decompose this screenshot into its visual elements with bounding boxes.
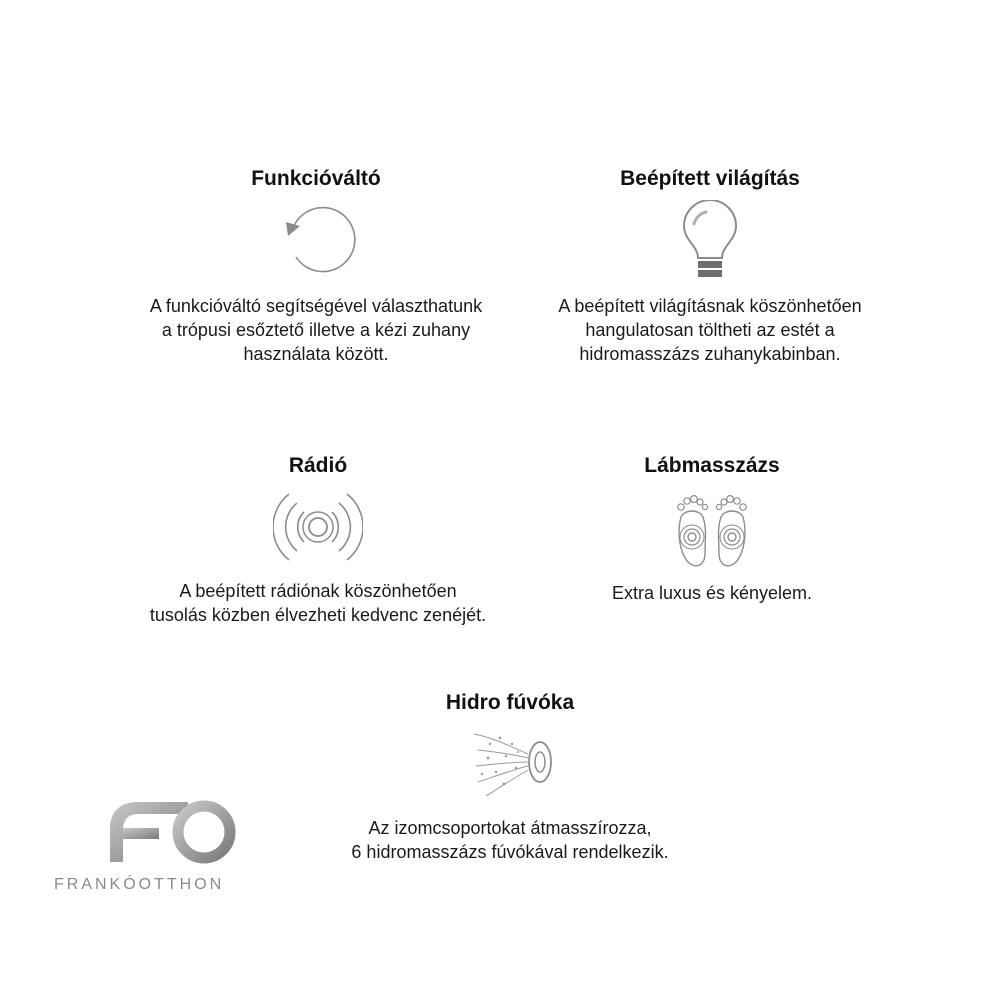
- description-line: használata között.: [243, 344, 389, 364]
- description-line: hangulatosan töltheti az estét a: [585, 320, 835, 340]
- frankootthon-logo: [54, 798, 254, 898]
- feature-radio: [98, 453, 538, 627]
- light-bulb-icon: [670, 200, 750, 284]
- description-line: hidromasszázs zuhanykabinban.: [579, 344, 841, 364]
- feature-description: [96, 294, 536, 366]
- description-line: A beépített világításnak köszönhetően: [558, 296, 862, 316]
- logo-wordmark: FRANKÓOTTHON: [54, 876, 225, 893]
- fo-logo-mark-icon: [104, 798, 244, 868]
- feature-title: Funkcióváltó: [251, 167, 381, 190]
- feature-title: Rádió: [288, 454, 348, 477]
- feature-description: [98, 579, 538, 627]
- description-line: tusolás közben élvezheti kedvenc zenéjét.: [149, 605, 487, 625]
- description-line: a trópusi esőztető illetve a kézi zuhany: [161, 320, 471, 340]
- description-line: A beépített rádiónak köszönhetően: [179, 581, 457, 601]
- description-line: 6 hidromasszázs fúvókával rendelkezik.: [351, 842, 669, 862]
- water-jet-icon: [460, 724, 560, 804]
- description-line: Az izomcsoportokat átmasszírozza,: [368, 818, 652, 838]
- radio-waves-icon: [273, 487, 363, 569]
- feature-title: Lábmasszázs: [644, 454, 780, 477]
- feature-description: [490, 294, 930, 366]
- feature-hidro-fuvoka: [290, 690, 730, 864]
- feature-description: [492, 581, 932, 605]
- feature-funkciovalto: [96, 166, 536, 366]
- feature-labmasszazs: [492, 453, 932, 605]
- rotate-arrow-icon: [276, 200, 356, 280]
- feature-title: Hidro fúvóka: [445, 691, 575, 714]
- foot-massage-icon: [667, 487, 757, 571]
- description-line: A funkcióváltó segítségével választhatunk: [149, 296, 483, 316]
- feature-beepitett-vilagitas: [490, 166, 930, 366]
- feature-description: [290, 816, 730, 864]
- feature-title: Beépített világítás: [620, 167, 800, 190]
- description-line: Extra luxus és kényelem.: [611, 583, 813, 603]
